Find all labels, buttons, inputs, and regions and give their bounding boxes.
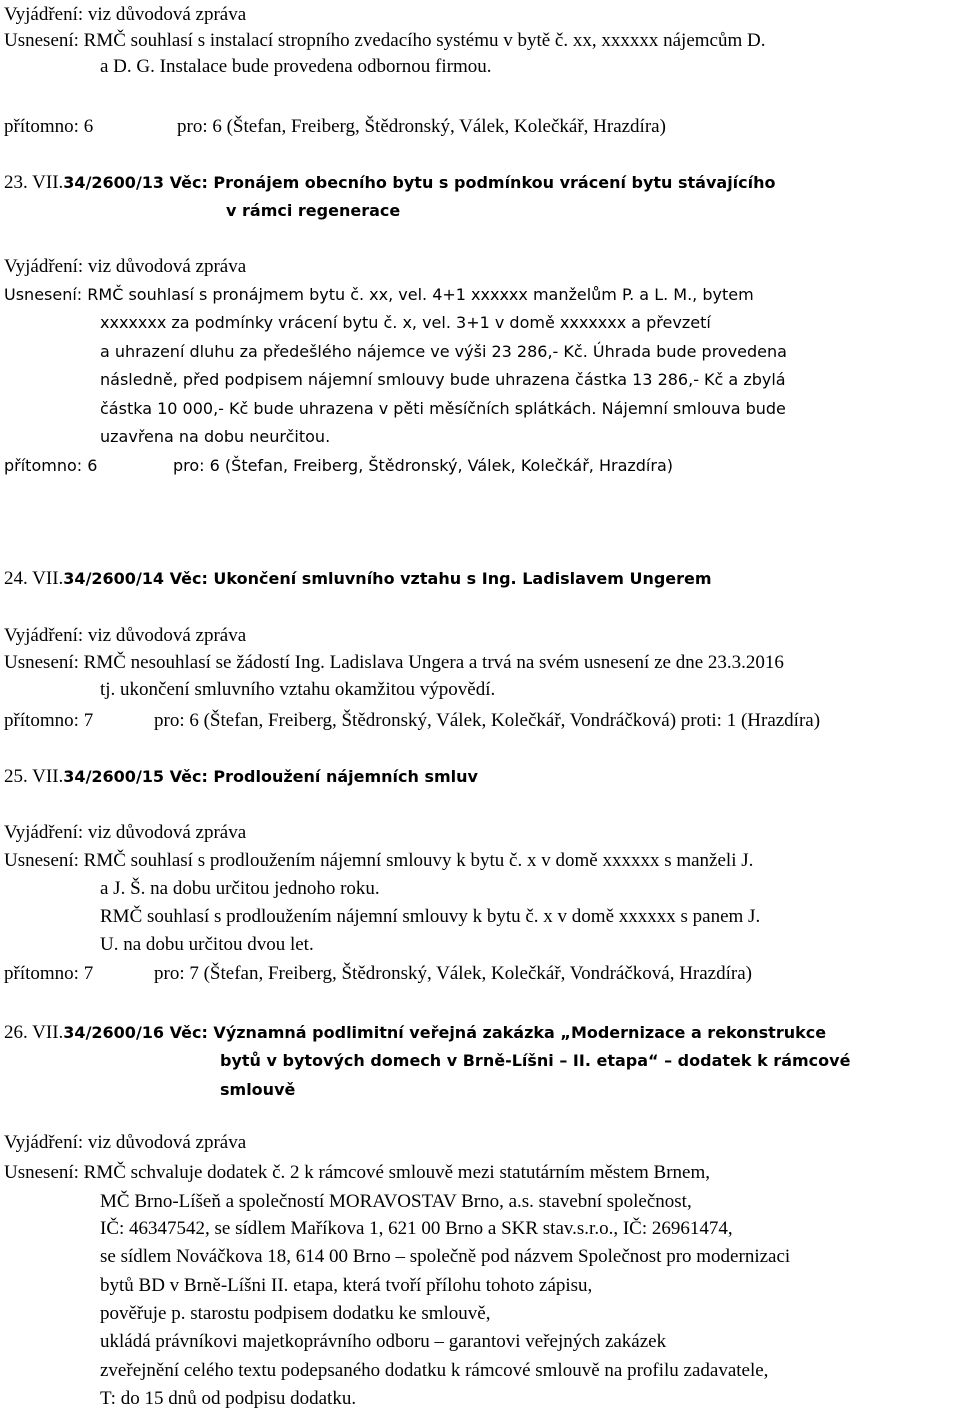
item-title-cont: v rámci regenerace	[226, 201, 401, 220]
usneseni-line: tj. ukončení smluvního vztahu okamžitou výpovědí.	[100, 679, 496, 700]
item-title: 34/2600/13 Věc: Pronájem obecního bytu s podmínkou vrácení bytu stávajícího	[63, 173, 776, 192]
pro-line: pro: 6 (Štefan, Freiberg, Štědronský, Válek, Kolečkář, Vondráčková) proti: 1 (Hrazdíra)	[154, 710, 821, 731]
usneseni-line: xxxxxxx za podmínky vrácení bytu č. x, vel. 3+1 v domě xxxxxxx a převzetí	[100, 313, 711, 332]
usneseni-line: a D. G. Instalace bude provedena odbornou firmou.	[100, 56, 492, 77]
usneseni-line: následně, před podpisem nájemní smlouvy bude uhrazena částka 13 286,- Kč a zbylá	[100, 370, 786, 389]
usneseni-line: se sídlem Nováčkova 18, 614 00 Brno – společně pod názvem Společnost pro modernizaci	[100, 1246, 791, 1267]
pro-line: pro: 7 (Štefan, Freiberg, Štědronský, Válek, Kolečkář, Vondráčková, Hrazdíra)	[154, 963, 752, 984]
pritomno-label: přítomno: 6	[4, 116, 94, 137]
pritomno-label: přítomno: 6	[4, 456, 98, 475]
usneseni-line: bytů BD v Brně-Líšni II. etapa, která tvoří přílohu tohoto zápisu,	[100, 1275, 593, 1296]
usneseni-line: Usnesení: RMČ souhlasí s prodloužením nájemní smlouvy k bytu č. x v domě xxxxxx s manželi J.	[4, 850, 754, 871]
vyjadreni-line: Vyjádření: viz důvodová zpráva	[4, 256, 247, 277]
usneseni-line: MČ Brno-Líšeň a společností MORAVOSTAV Brno, a.s. stavební společnost,	[100, 1191, 692, 1212]
item-heading-26	[4, 1021, 826, 1045]
usneseni-line: Usnesení: RMČ nesouhlasí se žádostí Ing. Ladislava Ungera a trvá na svém usnesení ze dne 23.3.2016	[4, 652, 784, 673]
item-title: 34/2600/15 Věc: Prodloužení nájemních smluv	[63, 767, 478, 786]
item-number: 23. VII.	[4, 172, 64, 193]
usneseni-line: Usnesení: RMČ souhlasí s instalací stropního zvedacího systému v bytě č. xx, xxxxxx nájemcům D.	[4, 30, 766, 51]
vyjadreni-line: Vyjádření: viz důvodová zpráva	[4, 625, 247, 646]
usneseni-line: a J. Š. na dobu určitou jednoho roku.	[100, 878, 380, 899]
item-heading-23	[4, 171, 776, 195]
item-number: 24. VII.	[4, 568, 64, 589]
pro-line: pro: 6 (Štefan, Freiberg, Štědronský, Válek, Kolečkář, Hrazdíra)	[177, 116, 666, 137]
usneseni-line: Usnesení: RMČ schvaluje dodatek č. 2 k rámcové smlouvě mezi statutárním městem Brnem,	[4, 1162, 711, 1183]
item-title-cont: bytů v bytových domech v Brně-Líšni – II. etapa“ – dodatek k rámcové	[220, 1051, 851, 1070]
item-heading-24	[4, 567, 712, 591]
pritomno-label: přítomno: 7	[4, 710, 94, 731]
item-title: 34/2600/16 Věc: Významná podlimitní veřejná zakázka „Modernizace a rekonstrukce	[63, 1023, 827, 1042]
usneseni-line: T: do 15 dnů od podpisu dodatku.	[100, 1388, 357, 1409]
vyjadreni-line: Vyjádření: viz důvodová zpráva	[4, 4, 247, 25]
item-number: 25. VII.	[4, 766, 64, 787]
item-title: 34/2600/14 Věc: Ukončení smluvního vztahu s Ing. Ladislavem Ungerem	[63, 569, 712, 588]
usneseni-line: a uhrazení dluhu za předešlého nájemce ve výši 23 286,- Kč. Úhrada bude provedena	[100, 342, 787, 361]
item-number: 26. VII.	[4, 1022, 64, 1043]
item-heading-25	[4, 765, 478, 789]
usneseni-line: RMČ souhlasí s prodloužením nájemní smlouvy k bytu č. x v domě xxxxxx s panem J.	[100, 906, 761, 927]
usneseni-line: U. na dobu určitou dvou let.	[100, 934, 314, 955]
pritomno-label: přítomno: 7	[4, 963, 94, 984]
usneseni-line: zveřejnění celého textu podepsaného dodatku k rámcové smlouvě na profilu zadavatele,	[100, 1360, 769, 1381]
vyjadreni-line: Vyjádření: viz důvodová zpráva	[4, 1132, 247, 1153]
pro-line: pro: 6 (Štefan, Freiberg, Štědronský, Válek, Kolečkář, Hrazdíra)	[173, 456, 673, 475]
usneseni-line: pověřuje p. starostu podpisem dodatku ke smlouvě,	[100, 1303, 491, 1324]
vyjadreni-line: Vyjádření: viz důvodová zpráva	[4, 822, 247, 843]
usneseni-line: částka 10 000,- Kč bude uhrazena v pěti měsíčních splátkách. Nájemní smlouva bude	[100, 399, 786, 418]
usneseni-line: ukládá právníkovi majetkoprávního odboru – garantovi veřejných zakázek	[100, 1331, 667, 1352]
usneseni-line: IČ: 46347542, se sídlem Maříkova 1, 621 00 Brno a SKR stav.s.r.o., IČ: 26961474,	[100, 1218, 733, 1239]
item-title-cont: smlouvě	[220, 1080, 296, 1099]
usneseni-line: uzavřena na dobu neurčitou.	[100, 427, 331, 446]
usneseni-line: Usnesení: RMČ souhlasí s pronájmem bytu č. xx, vel. 4+1 xxxxxx manželům P. a L. M., bytem	[4, 285, 754, 304]
